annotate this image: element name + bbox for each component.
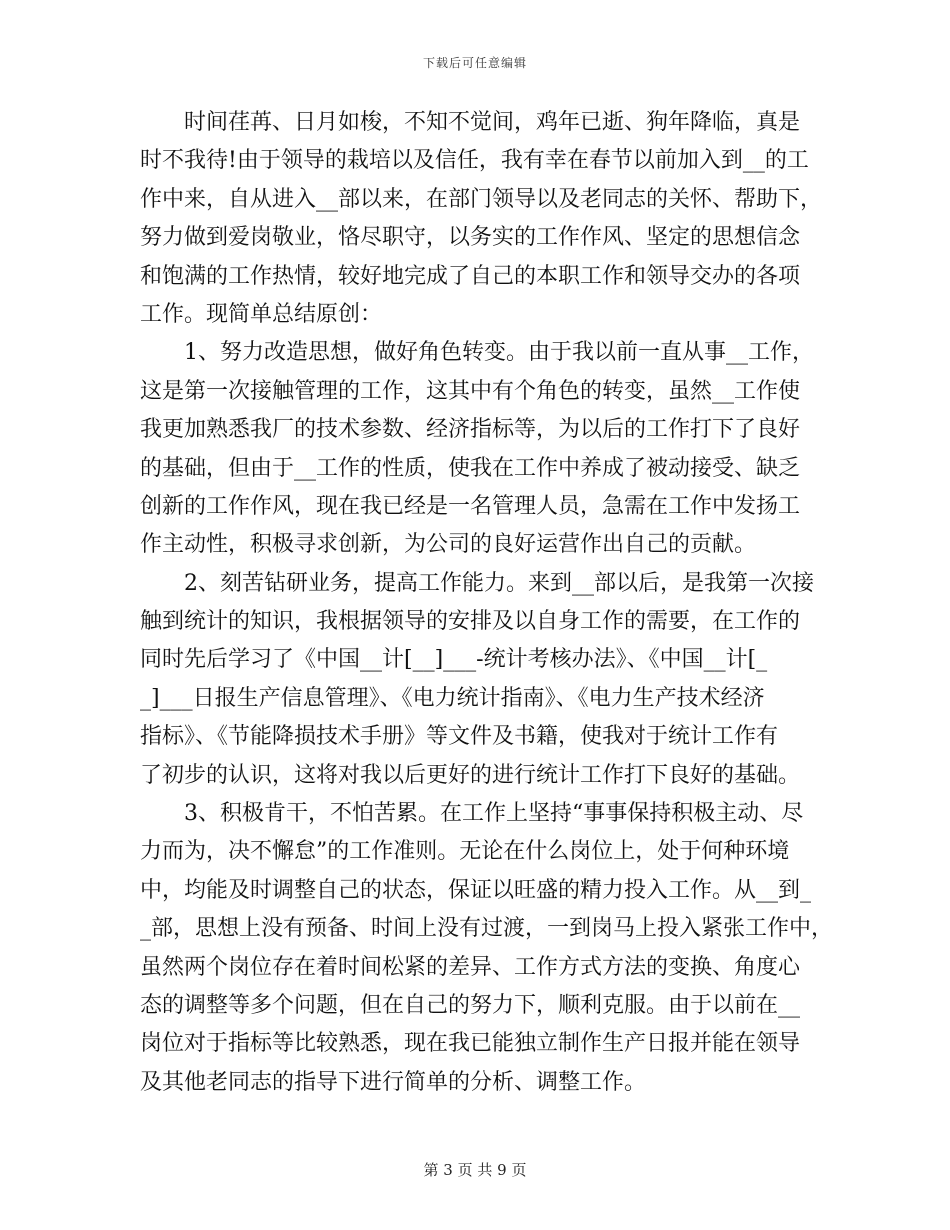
text-line: 作主动性，积极寻求创新，为公司的良好运营作出自己的贡献。 — [140, 532, 757, 558]
document-body — [140, 104, 834, 1102]
text-line: 力而为，决不懈怠”的工作准则。无论在什么岗位上，处于何种环境 — [140, 839, 790, 865]
text-line: _部，思想上没有预备、时间上没有过渡，一到岗马上投入紧张工作中， — [140, 916, 834, 942]
text-line: _]___日报生产信息管理》、《电力统计指南》、《电力生产技术经济 — [140, 685, 765, 711]
text-line: 创新的工作作风，现在我已经是一名管理人员，急需在工作中发扬工 — [140, 493, 801, 519]
text-line: 努力做到爱岗敬业，恪尽职守，以务实的工作作风、坚定的思想信念 — [140, 225, 801, 251]
text-line: 了初步的认识，这将对我以后更好的进行统计工作打下良好的基础。 — [140, 762, 801, 788]
text-line: 指标》、《节能降损技术手册》等文件及书籍，使我对于统计工作有 — [140, 724, 779, 750]
text-line: 和饱满的工作热情，较好地完成了自己的本职工作和领导交办的各项 — [140, 263, 801, 289]
text-line: 这是第一次接触管理的工作，这其中有个角色的转变，虽然__工作使 — [140, 378, 801, 404]
text-line: 岗位对于指标等比较熟悉，现在我已能独立制作生产日报并能在领导 — [140, 1031, 801, 1057]
page-header-note: 下载后可任意编辑 — [422, 56, 527, 70]
text-line: 2、刻苦钻研业务，提高工作能力。来到__部以后，是我第一次接 — [184, 570, 814, 596]
text-line: 态的调整等多个问题，但在自己的努力下，顺利克服。由于以前在__ — [140, 992, 801, 1018]
text-line: 虽然两个岗位存在着时间松紧的差异、工作方式方法的变换、角度心 — [140, 954, 801, 980]
text-line: 的基础，但由于__工作的性质，使我在工作中养成了被动接受、缺乏 — [140, 455, 801, 481]
text-line: 1、努力改造思想，做好角色转变。由于我以前一直从事__工作， — [184, 340, 814, 366]
text-line: 时不我待!由于领导的栽培以及信任，我有幸在春节以前加入到__的工 — [140, 148, 809, 174]
text-line: 工作。现简单总结原创： — [140, 301, 383, 327]
text-line: 及其他老同志的指导下进行简单的分析、调整工作。 — [140, 1069, 647, 1095]
text-line: 我更加熟悉我厂的技术参数、经济指标等，为以后的工作打下了良好 — [140, 417, 801, 443]
text-line: 时间荏苒、日月如梭，不知不觉间，鸡年已逝、狗年降临，真是 — [184, 110, 801, 135]
text-line: 中，均能及时调整自己的状态，保证以旺盛的精力投入工作。从__到_ — [140, 877, 812, 903]
text-line: 作中来，自从进入__部以来，在部门领导以及老同志的关怀、帮助下， — [140, 186, 823, 212]
page-number: 第 3 页 共 9 页 — [423, 1161, 527, 1179]
text-line: 同时先后学习了《中国__计[__]___-统计考核办法》、《中国__计[_ — [140, 647, 768, 673]
text-line: 3、积极肯干，不怕苦累。在工作上坚持“事事保持积极主动、尽 — [184, 801, 804, 827]
text-line: 触到统计的知识，我根据领导的安排及以自身工作的需要，在工作的 — [140, 609, 801, 635]
